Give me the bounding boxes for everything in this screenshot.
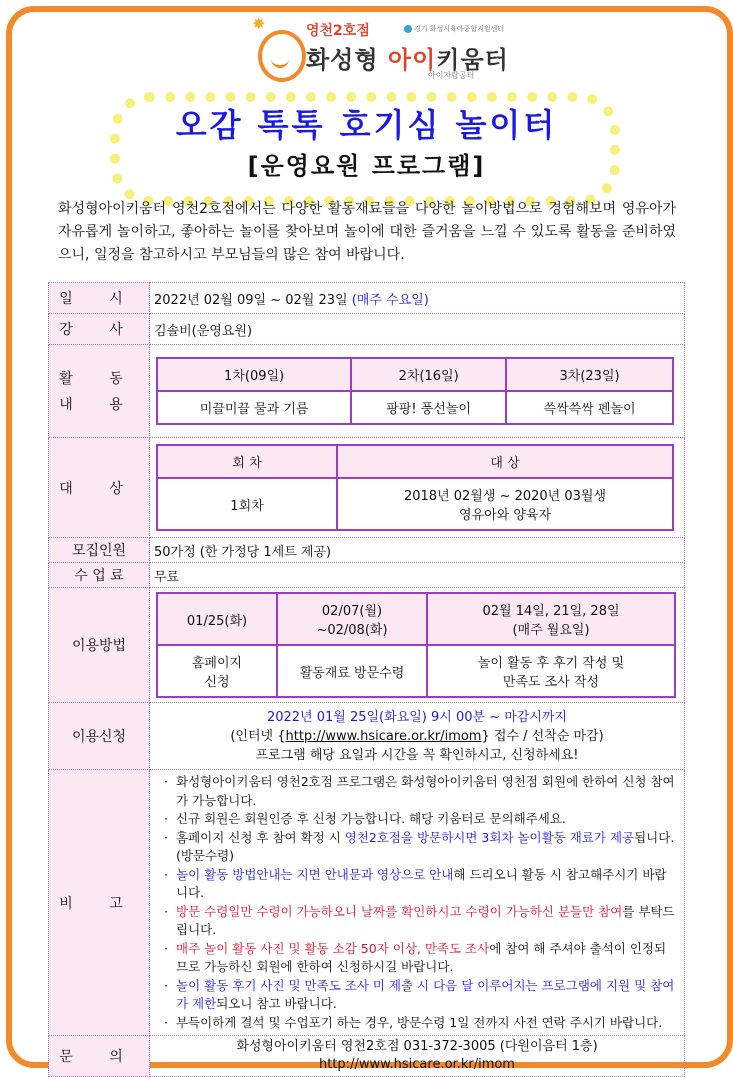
note-text: 에 참여 해 주셔야 출석이 인정되므로 가능하신 회원에 한하여 신청하시길 바랍니다. bbox=[176, 940, 667, 974]
method-step-line1: 놀이 활동 후 후기 작성 및 bbox=[477, 656, 625, 671]
org-logo bbox=[404, 24, 504, 34]
note-text: 를 부탁드립니다. bbox=[176, 903, 675, 937]
note-text: 됩니다.(방문수령) bbox=[176, 829, 675, 863]
value-recruit: 50가정 (한 가정당 1세트 제공) bbox=[150, 538, 685, 563]
note-item bbox=[176, 977, 678, 1014]
logo-name-kid: 아이 bbox=[387, 46, 437, 74]
apply-method bbox=[154, 727, 680, 746]
value-date bbox=[150, 283, 685, 314]
method-step-line1: 홈페이지 bbox=[191, 656, 243, 671]
page-subtitle: [운영요원 프로그램] bbox=[247, 152, 486, 180]
label-target bbox=[49, 438, 150, 538]
method-step bbox=[427, 645, 675, 697]
logo-name-suffix: 키움터 bbox=[436, 46, 509, 74]
value-fee: 무료 bbox=[150, 563, 685, 588]
star-icon: ✸ bbox=[252, 14, 266, 33]
page-title: 오감 톡톡 호기심 놀이터 bbox=[175, 106, 558, 144]
method-table bbox=[156, 592, 676, 698]
date-highlight: (매주 수요일) bbox=[351, 292, 429, 308]
method-header: 01/25(화) bbox=[157, 593, 277, 645]
activity-item: 팡팡! 풍선놀이 bbox=[351, 391, 506, 424]
contact-info: 화성형아이키움터 영천2호점 031-372-3005 (다원이음터 1층) bbox=[236, 1039, 598, 1054]
note-text: 해 드리오니 활동 시 참고해주시기 바랍니다. bbox=[176, 866, 667, 900]
activity-table bbox=[156, 357, 674, 425]
note-item: · 부득이하게 결석 및 수업포기 하는 경우, 방문수령 1일 전까지 사전 연락 주시기 바랍니다. bbox=[176, 1014, 678, 1033]
note-highlight: 매주 놀이 활동 사진 및 활동 소감 50자 이상, 만족도 조사 bbox=[176, 940, 490, 956]
row-contact bbox=[49, 1036, 685, 1077]
activity-header: 1차(09일) bbox=[157, 358, 351, 391]
note-item bbox=[176, 866, 678, 903]
note-highlight: 놀이 활동 후기 사진 및 만족도 조사 미 제출 시 다음 달 이루어지는 프로그램에 지원 및 참여가 제한 bbox=[176, 977, 675, 1011]
apply-method-post: } 접수 / 선착순 마감) bbox=[481, 728, 604, 744]
label-notes-text: 비 고 bbox=[59, 895, 139, 912]
method-cell bbox=[150, 588, 685, 703]
contact-link[interactable]: http://www.hsicare.or.kr/imom bbox=[319, 1057, 515, 1072]
info-table bbox=[48, 282, 685, 1077]
note-item: · 신규 회원은 회원인증 후 신청 가능합니다. 해당 키움터로 문의해주세요. bbox=[176, 810, 678, 829]
row-date bbox=[49, 283, 685, 314]
target-session: 1회차 bbox=[157, 478, 337, 530]
label-activity-1: 활 동 bbox=[59, 371, 139, 387]
label-recruit: 모집인원 bbox=[49, 538, 150, 563]
notes-cell bbox=[150, 770, 685, 1036]
method-step: 활동재료 방문수령 bbox=[277, 645, 427, 697]
apply-method-pre: (인터넷 { bbox=[230, 728, 286, 744]
value-teacher: 김솔비(운영요원) bbox=[150, 314, 685, 345]
row-fee bbox=[49, 563, 685, 588]
note-text: 되오니 참고 바랍니다. bbox=[216, 996, 337, 1011]
apply-link[interactable]: http://www.hsicare.or.kr/imom bbox=[285, 728, 482, 744]
label-teacher bbox=[49, 314, 150, 345]
logo-branch: 영천2호점 bbox=[306, 23, 370, 39]
label-method: 이용방법 bbox=[49, 588, 150, 703]
target-header: 대 상 bbox=[337, 445, 673, 478]
row-method bbox=[49, 588, 685, 703]
intro-text: 화성형아이키움터 영천2호점에서는 다양한 활동재료들을 다양한 놀이방법으로 경험해보며 영유아가 자유롭게 놀이하고, 좋아하는 놀이를 찾아보며 놀이에 대한 즐거움을 느낄 수 있도록 활동을 준비하였으니, 일정을 참고하시고 부모님들의 많은 참여 바랍니다. bbox=[58, 201, 676, 263]
logo-name bbox=[306, 40, 509, 75]
method-step-line2: 신청 bbox=[204, 675, 230, 690]
method-header-line2: ~02/08(화) bbox=[316, 623, 388, 638]
target-desc-line2: 영유아와 양육자 bbox=[458, 508, 552, 523]
row-notes bbox=[49, 770, 685, 1036]
method-header-line1: 02월 14일, 21일, 28일 bbox=[482, 604, 620, 619]
note-highlight: 방문 수령일만 수령이 가능하오니 날짜를 확인하시고 수령이 가능하신 분들만 참여 bbox=[176, 903, 623, 919]
label-fee: 수 업 료 bbox=[49, 563, 150, 588]
apply-notice: 프로그램 해당 요일과 시간을 꼭 확인하시고, 신청하세요! bbox=[255, 747, 579, 763]
label-activity bbox=[49, 345, 150, 438]
smile-face-icon bbox=[258, 30, 306, 82]
label-apply: 이용신청 bbox=[49, 703, 150, 770]
row-target bbox=[49, 438, 685, 538]
logo-tagline: 아이자람공터 bbox=[428, 71, 475, 80]
activity-item: 쓱싹쓱싹 펜놀이 bbox=[506, 391, 673, 424]
note-item: · 화성형아이키움터 영천2호점 프로그램은 화성형아이키움터 영천점 회원에 한하여 신청 참여가 가능합니다. bbox=[176, 773, 678, 810]
row-apply bbox=[49, 703, 685, 770]
method-step-line2: 만족도 조사 작성 bbox=[502, 675, 600, 690]
apply-period: 2022년 01월 25일(화요일) 9시 00분 ~ 마감시까지 bbox=[266, 709, 568, 725]
activity-cell bbox=[150, 345, 685, 438]
label-date bbox=[49, 283, 150, 314]
row-teacher bbox=[49, 314, 685, 345]
target-desc bbox=[337, 478, 673, 530]
note-highlight: 영천2호점을 방문하시면 3회차 놀이활동 재료가 제공 bbox=[344, 829, 635, 845]
target-header: 회 차 bbox=[157, 445, 337, 478]
method-step bbox=[157, 645, 277, 697]
method-header-line2: (매주 월요일) bbox=[512, 623, 590, 638]
method-header bbox=[427, 593, 675, 645]
target-cell bbox=[150, 438, 685, 538]
target-desc-line1: 2018년 02월생 ~ 2020년 03월생 bbox=[403, 489, 607, 504]
label-contact bbox=[49, 1036, 150, 1077]
note-highlight: 놀이 활동 방법안내는 지면 안내문과 영상으로 안내 bbox=[176, 866, 454, 882]
label-teacher-text: 강 사 bbox=[59, 322, 139, 338]
label-date-text: 일 시 bbox=[59, 291, 139, 307]
org-name: 경기 화성시육아종합지원센터 bbox=[414, 25, 505, 33]
org-logo-icon bbox=[404, 25, 412, 33]
activity-item: 미끌미끌 물과 기름 bbox=[157, 391, 351, 424]
method-header-line1: 02/07(월) bbox=[321, 604, 383, 619]
logo-name-prefix: 화성형 bbox=[306, 46, 388, 74]
activity-header: 3차(23일) bbox=[506, 358, 673, 391]
target-table bbox=[156, 444, 674, 531]
date-text: 2022년 02월 09일 ~ 02월 23일 bbox=[154, 292, 352, 308]
label-target-text: 대 상 bbox=[59, 480, 139, 497]
label-notes bbox=[49, 770, 150, 1036]
note-item bbox=[176, 829, 678, 866]
note-item bbox=[176, 903, 678, 940]
label-contact-text: 문 의 bbox=[59, 1049, 139, 1065]
contact-cell bbox=[150, 1036, 685, 1077]
activity-header: 2차(16일) bbox=[351, 358, 506, 391]
note-item bbox=[176, 940, 678, 977]
label-activity-2: 내 용 bbox=[59, 397, 139, 413]
row-activity bbox=[49, 345, 685, 438]
method-header bbox=[277, 593, 427, 645]
apply-cell bbox=[150, 703, 685, 770]
notes-list bbox=[160, 773, 678, 1032]
note-text: 홈페이지 신청 후 참여 확정 시 bbox=[176, 829, 345, 845]
row-recruit bbox=[49, 538, 685, 563]
